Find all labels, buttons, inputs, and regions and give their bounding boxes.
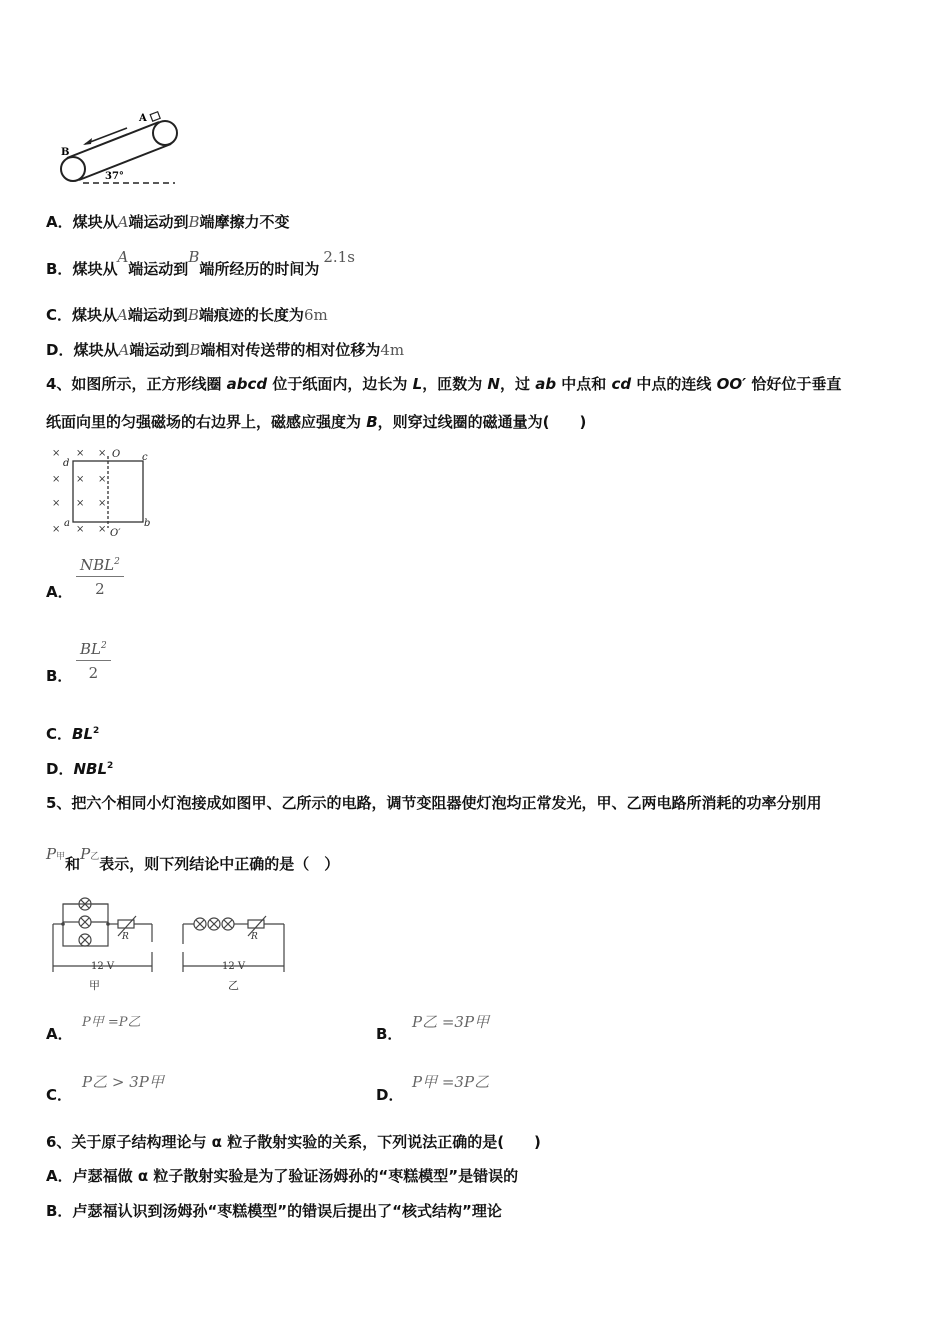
cross-mark: × — [76, 498, 85, 509]
q5-option-a-label: A． — [46, 1025, 73, 1043]
cross-mark: × — [76, 474, 85, 485]
q4-stem-line2: 纸面向里的匀强磁场的右边界上，磁感应强度为 B，则穿过线圈的磁通量为( ) — [46, 413, 587, 431]
cross-mark: × — [98, 448, 107, 459]
q3-option-a: A．煤块从A端运动到B端摩擦力不变 — [46, 213, 290, 231]
q5-stem-line1: 5、把六个相同小灯泡接成如图甲、乙所示的电路，调节变阻器使灯泡均正常发光，甲、乙两电路所消耗的功率分别用 — [46, 794, 822, 812]
cross-mark: × — [98, 474, 107, 485]
coil-label-o: O — [112, 449, 121, 460]
cross-mark: × — [98, 498, 107, 509]
coil-label-o-prime: O′ — [110, 528, 121, 539]
rheostat-label-yi: R — [251, 932, 258, 942]
q4-option-b-label: B． — [46, 667, 73, 685]
coil-field-figure — [46, 444, 156, 540]
cross-mark: × — [98, 524, 107, 535]
cross-mark: × — [76, 524, 85, 535]
q4-option-b-fraction: $\frac{BL^2}{2}$ — [76, 640, 111, 682]
circuit-label-jia: 甲 — [89, 979, 100, 992]
circuit-figure — [48, 894, 293, 996]
q5-option-c-expr: P乙 > 3P甲 — [82, 1073, 164, 1091]
q5-option-b-label: B． — [376, 1025, 403, 1043]
q5-option-c-label: C． — [46, 1086, 73, 1104]
coil-label-a: a — [64, 518, 70, 529]
q5-option-d-label: D． — [376, 1086, 404, 1104]
cross-mark: × — [76, 448, 85, 459]
q4-option-a-fraction: NBL$^2$ 2 — [76, 556, 124, 598]
q3-option-c: C．煤块从A端运动到B端痕迹的长度为6m — [46, 306, 328, 324]
coil-label-d: d — [63, 458, 70, 469]
cross-mark: × — [52, 498, 61, 509]
q4-option-a-label: A． — [46, 583, 73, 601]
q4-option-d: D．NBL$^2$ — [46, 760, 114, 778]
coil-label-b: b — [144, 518, 151, 529]
q5-option-a-expr: P甲 =P乙 — [82, 1015, 141, 1030]
q6-option-a: A．卢瑟福做 α 粒子散射实验是为了验证汤姆孙的“枣糕模型”是错误的 — [46, 1167, 519, 1185]
conveyor-figure — [55, 108, 185, 190]
conveyor-angle: 37° — [105, 171, 124, 182]
cross-mark: × — [52, 524, 61, 535]
voltage-label-yi: 12 V — [222, 961, 246, 972]
q6-option-b: B．卢瑟福认识到汤姆孙“枣糕模型”的错误后提出了“核式结构”理论 — [46, 1202, 502, 1220]
conveyor-label-b: B — [61, 147, 70, 158]
cross-mark: × — [52, 448, 61, 459]
cross-mark: × — [52, 474, 61, 485]
circuit-label-yi: 乙 — [228, 979, 239, 992]
q4-stem-line1: 4、如图所示，正方形线圈 abcd 位于纸面内，边长为 L，匝数为 N，过 ab 中点和 cd 中点的连线 OO′ 恰好位于垂直 — [46, 375, 842, 393]
q5-option-b-expr: P乙 =3P甲 — [412, 1013, 490, 1031]
q3-option-b: B．煤块从A端运动到B端所经历的时间为2.1s — [46, 248, 355, 278]
q4-option-c: C．$BL^2$ — [46, 725, 100, 743]
coil-label-c: c — [142, 452, 148, 463]
q3-option-d: D．煤块从A端运动到B端相对传送带的相对位移为4m — [46, 341, 405, 359]
conveyor-label-a: A — [139, 113, 147, 124]
voltage-label-jia: 12 V — [91, 961, 115, 972]
q6-stem: 6、关于原子结构理论与 α 粒子散射实验的关系，下列说法正确的是( ) — [46, 1133, 541, 1151]
q5-stem-line2: P甲和P乙表示，则下列结论中正确的是（ ） — [46, 845, 340, 873]
rheostat-label-jia: R — [122, 932, 129, 942]
q5-option-d-expr: P甲 =3P乙 — [412, 1073, 490, 1091]
